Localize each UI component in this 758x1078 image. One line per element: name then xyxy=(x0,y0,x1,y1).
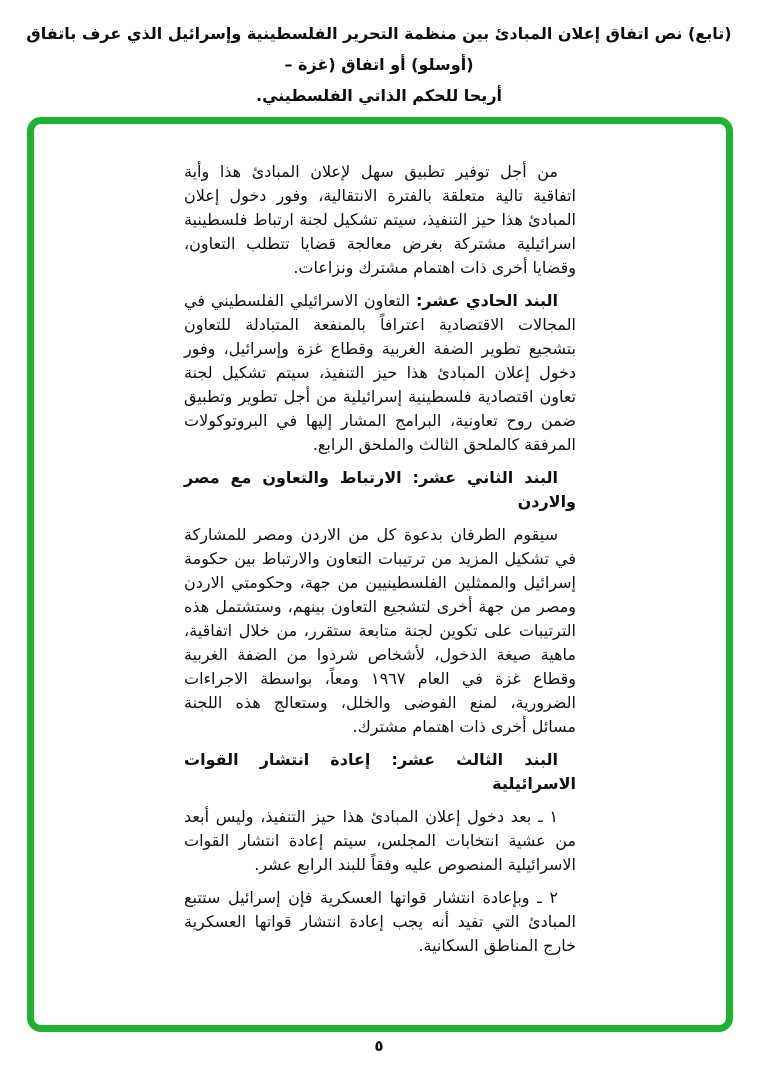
clause-eleven-text: التعاون الاسرائيلي الفلسطيني في المجالات الاقتصادية اعترافاً بالمنفعة المتبادلة للتعاون بتشجيع تطوير الضفة الغربية وقطاع غزة وإسرائيل، وفور دخول إعلان المبادئ هذا حيز التنفيذ، سيتم تشكيل لجنة تعاون اقتصادية فلسطينية إسرائيلية من أجل تطوير وتطبيق ضمن روح تعاونية، البرامج المشار إليها في البروتوكولات المرفقة كالملحق الثالث والملحق الرابع. xyxy=(184,291,576,454)
clause-thirteen-item-2: ٢ ـ وبإعادة انتشار قواتها العسكرية فإن إسرائيل ستتبع المبادئ التي تفيد أنه يجب إعادة انتشار قواتها العسكرية خارج المناطق السكانية. xyxy=(184,888,576,955)
clause-paragraph-eleven xyxy=(184,289,576,457)
page-footer xyxy=(0,1036,758,1055)
document-body xyxy=(184,124,576,958)
clause-twelve-heading: البند الثاني عشر: الارتباط والتعاون مع مصر والاردن xyxy=(184,468,576,511)
page-number: ٥ xyxy=(374,1037,384,1055)
document-title-line2: أريحا للحكم الذاتي الفلسطيني. xyxy=(255,86,503,105)
document-title-line1: (تابع) نص اتفاق إعلان المبادئ بين منظمة التحرير الفلسطينية وإسرائيل الذي عرف باتفاق (أوسلو) أو اتفاق (غزة – xyxy=(26,24,732,74)
clause-eleven-lead: البند الحادي عشر: xyxy=(416,291,558,310)
clause-thirteen-item-1: ١ ـ بعد دخول إعلان المبادئ هذا حيز التنفيذ، وليس أبعد من عشية انتخابات المجلس، سيتم إعادة انتشار القوات الاسرائيلية المنصوص عليه وفقاً للبند الرابع عشر. xyxy=(184,807,576,874)
body-paragraph: من أجل توفير تطبيق سهل لإعلان المبادئ هذا وأية اتفاقية تالية متعلقة بالفترة الانتقالية، وفور دخول إعلان المبادئ هذا حيز التنفيذ، سيتم تشكيل لجنة ارتباط فلسطينية اسرائيلية مشتركة بغرض معالجة قضايا تتطلب التعاون، وقضايا أخرى ذات اهتمام مشترك ونزاعات. xyxy=(184,162,576,277)
clause-thirteen-heading: البند الثالث عشر: إعادة انتشار القوات الاسرائيلية xyxy=(184,750,576,793)
clause-twelve-paragraph: سيقوم الطرفان بدعوة كل من الاردن ومصر للمشاركة في تشكيل المزيد من ترتيبات التعاون والارتباط بين حكومة إسرائيل والممثلين الفلسطينيين من جهة، وحكومتي الاردن ومصر من جهة أخرى لتشجيع التعاون بينهم، وستشتمل هذه الترتيبات على تكوين لجنة متابعة ستقرر، من خلال اتفاقية، ماهية صيغة الدخول، لأشخاص شردوا من الضفة الغربية وقطاع غزة في العام ١٩٦٧ ومعاً، بواسطة الاجراءات الضرورية، لمنع الفوضى والخلل، وستعالج هذه اللجنة مسائل أخرى ذات اهتمام مشترك. xyxy=(184,525,576,736)
green-border-frame xyxy=(27,117,733,1032)
